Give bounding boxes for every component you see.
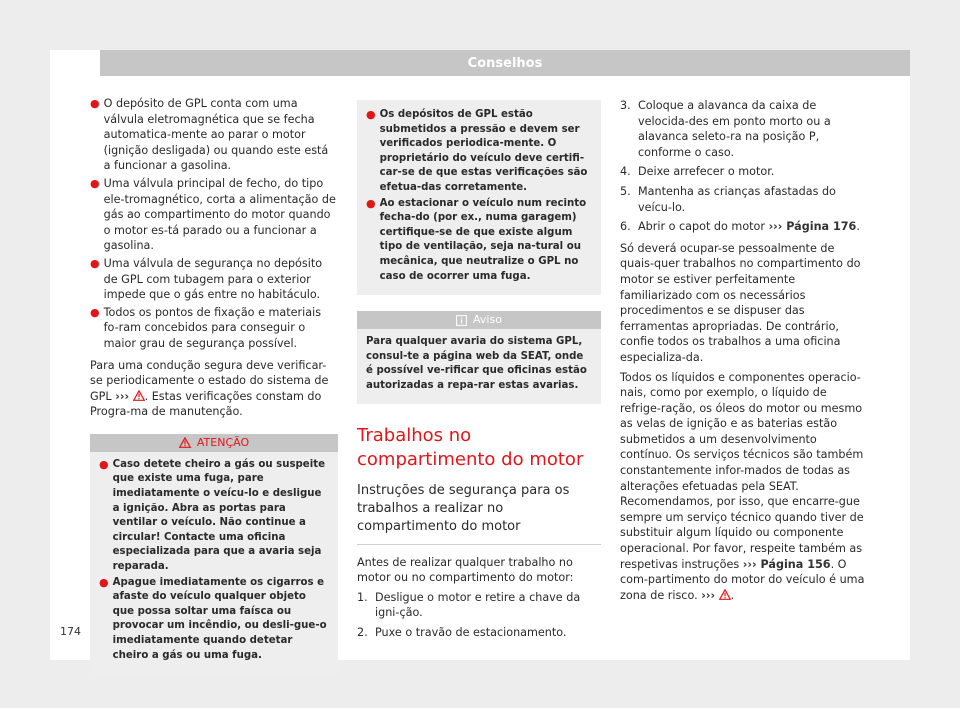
warning-triangle-icon: [719, 589, 731, 600]
bullet-dot-icon: ●: [366, 196, 376, 210]
maintenance-paragraph: Para uma condução segura deve verificar-se periodicamente o estado do sistema de GPL ››› . Estas verificações constam do Progra-ma de manutenção.: [90, 358, 329, 419]
numbered-step: 1. Desligue o motor e retire a chave da igni-ção.: [357, 590, 581, 620]
numbered-step: 3. Coloque a alavanca da caixa de velocida-des em ponto morto ou a alavanca seleto-ra na posição P, conforme o caso.: [620, 99, 831, 159]
column-1: [90, 96, 338, 688]
bullet-dot-icon: ●: [90, 305, 100, 319]
attention-box-body: [90, 452, 338, 674]
attention-box: [90, 434, 338, 674]
aviso-box-header: [357, 311, 601, 329]
numbered-step: 5. Mantenha as crianças afastadas do veícu-lo.: [620, 184, 836, 214]
numbered-step: 2. Puxe o travão de estacionamento.: [357, 625, 567, 639]
bullet-dot-icon: ●: [90, 97, 100, 110]
list-item: ● Os depósitos de GPL estão submetidos a pressão e devem ser verificados periodica-mente. O proprietário do veículo deve certifi-car-se de que estas verificações são efetua-das corretamente.: [366, 108, 592, 196]
warning-triangle-icon: [179, 437, 191, 448]
warning-triangle-icon: [133, 390, 145, 401]
paragraph-skill: Só deverá ocupar-se pessoalmente de quais-quer trabalhos no compartimento do motor se estiver perfeitamente familiarizado com os necessários procedimentos e se dispuser das ferramentas apropriadas. De contrário, confie todos os trabalhos a uma oficina especializa-da.: [620, 241, 861, 364]
list-item: ● Uma válvula principal de fecho, do tipo ele-tromagnético, corta a alimentação de gás ao compartimento do motor quando o motor es-tá parado ou a funcionar a gasolina.: [90, 176, 336, 253]
paragraph-fluids: Todos os líquidos e componentes operacio-nais, como por exemplo, o líquido de refrige-ração, os óleos do motor ou mesmo as velas de ignição e as baterias estão submetidos a um desenvolvimento contínuo. Os serviços técnicos são também constantemente infor-mados de todas as alterações efetuadas pela SEAT. Recomendamos, por isso, que encarre-gue sempre um serviço técnico quando tiver de substituir algum líquido ou componente operacional. Por favor, respeite também as respetivas instruções ››› Página 156. O com-partimento do motor do veículo é uma zona de risco. ››› .: [620, 370, 865, 602]
list-item: ● Todos os pontos de fixação e materiais fo-ram concebidos para conseguir o maior grau de segurança possível.: [90, 305, 322, 350]
attention-box-header: [90, 434, 338, 452]
header-title: Conselhos: [467, 55, 543, 71]
page-header: [100, 50, 910, 76]
numbered-step: 6. Abrir o capot do motor ››› Página 176.: [620, 220, 860, 234]
bullet-dot-icon: ●: [99, 575, 109, 589]
list-item: ● Ao estacionar o veículo num recinto fecha-do (por ex., numa garagem) certifique-se de que existe algum tipo de ventilação, seja na-tural ou mecânica, que neutralize o GPL no caso de ocorrer uma fuga.: [366, 197, 592, 285]
page-number: 174: [60, 625, 81, 638]
column-2: [357, 100, 601, 644]
aviso-title: Aviso: [473, 313, 502, 327]
cross-reference-link[interactable]: ›››: [115, 389, 130, 403]
list-item: ● Uma válvula de segurança no depósito de GPL com tubagem para o exterior impede que o gás entre no habitáculo.: [90, 256, 323, 302]
list-item: ● Caso detete cheiro a gás ou suspeite que existe uma fuga, pare imediatamente o veícu-lo e desligue a ignição. Abra as portas para ventilar o veículo. Não continue a circular! Contacte uma oficina especializada para que a avaria seja reparada.: [99, 458, 329, 575]
cross-reference-link[interactable]: ›››: [701, 588, 716, 602]
bullet-dot-icon: ●: [366, 108, 376, 121]
bullet-dot-icon: ●: [90, 256, 100, 270]
attention-title: ATENÇÃO: [196, 436, 250, 450]
page-reference-link[interactable]: ››› Página 176: [768, 220, 857, 234]
intro-paragraph: Antes de realizar qualquer trabalho no motor ou no compartimento do motor:: [357, 555, 574, 585]
bullet-dot-icon: ●: [99, 457, 109, 471]
warning-continued-body: [357, 100, 601, 295]
aviso-box: [357, 311, 601, 403]
section-title: Trabalhos no compartimento do motor: [357, 424, 584, 470]
list-item: ● Apague imediatamente os cigarros e afaste do veículo qualquer objeto que possa soltar uma faísca ou provocar um incêndio, ou desli-gue-o imediatamente quando detetar cheiro a gás ou uma fuga.: [99, 576, 329, 664]
warning-continued-box: [357, 100, 601, 295]
aviso-box-body: Para qualquer avaria do sistema GPL, consul-te a página web da SEAT, onde é possível ve-rificar que oficinas estão autorizadas a repa-rar estas avarias.: [366, 336, 587, 391]
list-item: ● O depósito de GPL conta com uma válvula eletromagnética que se fecha automatica-mente ao parar o motor (ignição desligada) ou quando este está a funcionar a gasolina.: [90, 97, 329, 173]
bullet-dot-icon: ●: [90, 176, 100, 190]
info-icon: [456, 315, 467, 326]
numbered-step: 4. Deixe arrefecer o motor.: [620, 165, 775, 179]
column-3: [620, 98, 870, 607]
manual-page: [50, 50, 910, 660]
subsection-title: Instruções de segurança para os trabalhos a realizar no compartimento do motor: [357, 482, 601, 545]
page-reference-link[interactable]: ››› Página 156: [742, 557, 831, 571]
